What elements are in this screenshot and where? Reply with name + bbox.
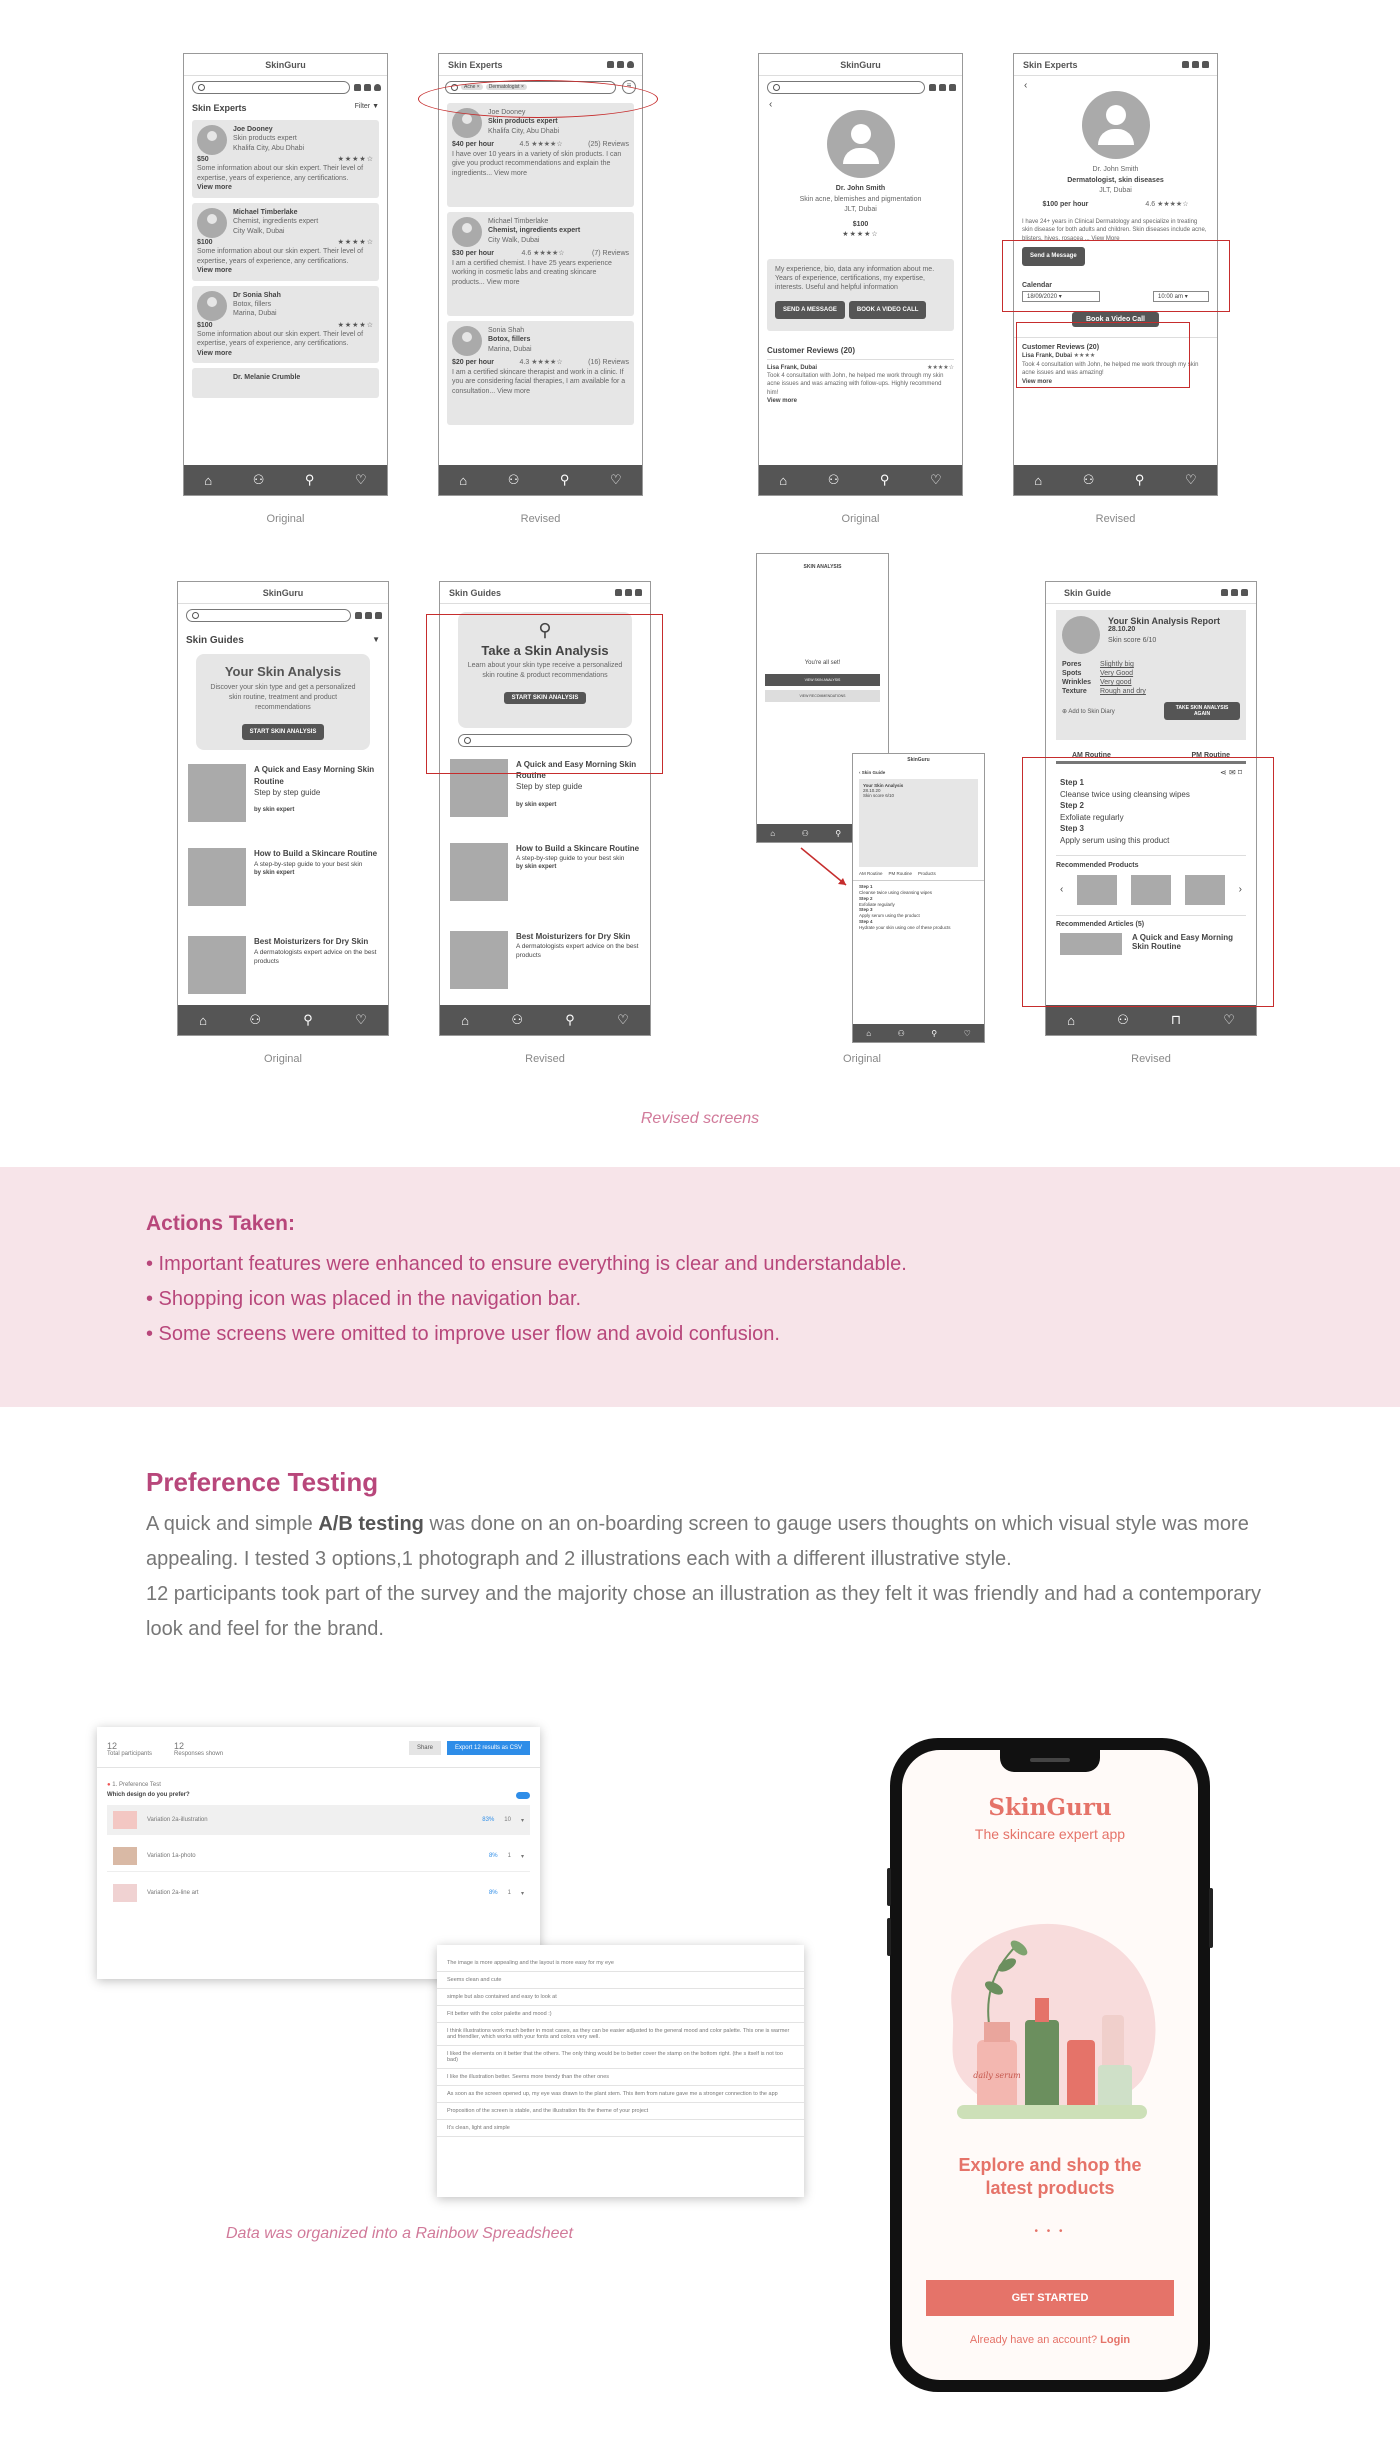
bell-icon[interactable] (607, 61, 614, 68)
guide-item[interactable]: Best Moisturizers for Dry Skin A dermatologists expert advice on the best products (188, 936, 378, 996)
caption: Original (266, 513, 305, 525)
caption: Revised (1131, 1053, 1171, 1065)
experts-icon[interactable]: ⚇ (507, 472, 520, 487)
home-icon[interactable]: ⌂ (770, 828, 776, 838)
app-title: Skin Guides (449, 587, 502, 598)
caption: Original (841, 513, 880, 525)
comment-row: The image is more appealing and the layout is more easy for my eye (437, 1955, 804, 1972)
favorites-icon[interactable]: ♡ (617, 1012, 629, 1027)
bottom-nav (439, 465, 642, 495)
expert-card[interactable]: Sonia Shah Botox, fillers Marina, Dubai $20 per hour 4.3 ★★★★☆ (16) Reviews I am a certified skincare therapist and work in a clinic. If you are considering facial therapies, I am available for a consultation... View more (447, 321, 634, 425)
screen-skin-guide-revised: Skin Guide Your Skin Analysis Report 28.10.20 Skin score 6/10 Pores Slightly big Spots Very Good Wrinkles Very good Texture Rough and dry ⊕ Add to Skin Diary TAKE SKIN ANALYSIS AGAIN AM Routine PM Routine ⋖ ✉ ⌑ Step 1 Cleanse twice using cleansing wipes Step 2 Exfoliate regularly Step 3 Apply serum using this product Recommended Products ‹ › Recommended Articles (5) A Quick and Easy Morning Skin Routine ⌂ ⚇ ⊓ ♡ (1045, 581, 1257, 1036)
screen-skin-experts-revised (438, 53, 643, 496)
skin-analysis-icon[interactable]: ⚲ (835, 828, 842, 838)
onboarding-headline: Explore and shop the latest products (958, 2155, 1142, 2198)
tab-products[interactable]: Products (918, 871, 936, 876)
record-icon: ● (107, 1782, 111, 1788)
caption: Original (264, 1053, 302, 1065)
screen-expert-profile-revised: Skin Experts ‹ Dr. John Smith Dermatologist, skin diseases JLT, Dubai $100 per hour 4.6 ★★★★☆ I have 24+ years in Clinical Dermatology and specialize in treating skin disease for both adults and children. Skin diseases include acne, blisters, hives, rosacea ... View More Send a Message Calendar 18/09/2020 ▾ 10:00 am ▾ Book a Video Call Customer Reviews (20) Lisa Frank, Dubai ★★★★ Took 4 consultation with John, he helped me work through my skin acne issues and was amazing! View more ⌂ ⚇ ⚲ ♡ (1013, 53, 1218, 496)
avatar (452, 217, 482, 247)
filter-button[interactable]: Filter ▼ (354, 103, 379, 110)
expert-card[interactable]: Dr. Melanie Crumble (192, 368, 379, 398)
bottom-nav (184, 465, 387, 495)
experts-icon[interactable]: ⚇ (252, 472, 265, 487)
send-message-button[interactable]: SEND A MESSAGE (775, 301, 845, 319)
app-header (759, 54, 962, 76)
experts-icon[interactable]: ⚇ (827, 472, 840, 487)
avatar (452, 326, 482, 356)
caption: Revised (520, 513, 561, 525)
section-title: Preference Testing (146, 1467, 379, 1497)
survey-option[interactable]: Variation 2a-line art 8% 1 ▾ (107, 1878, 530, 1908)
avatar (197, 291, 227, 321)
home-icon[interactable]: ⌂ (461, 1012, 470, 1028)
skin-analysis-icon[interactable]: ⚲ (879, 472, 890, 487)
export-csv-button[interactable]: Export 12 results as CSV (447, 1741, 530, 1755)
experts-icon[interactable]: ⚇ (897, 1028, 905, 1038)
share-icon[interactable]: ⋖ ✉ ⌑ (1220, 768, 1242, 777)
bag-icon[interactable] (939, 84, 946, 91)
app-header (178, 582, 388, 604)
bottom-nav (1014, 465, 1217, 495)
expert-card[interactable]: Dr Sonia Shah Botox, fillers Marina, Dubai $100 ★★★★☆ Some information about our skin expert. Their level of expertise, years of experience, any certifications. View more (192, 286, 379, 364)
sheet-caption: Data was organized into a Rainbow Spreadsheet (226, 2225, 573, 2242)
comment-row: simple but also contained and easy to look at (437, 1989, 804, 2006)
home-icon[interactable]: ⌂ (459, 472, 468, 488)
calendar-title: Calendar (1022, 281, 1052, 289)
app-header (1046, 582, 1256, 604)
take-analysis-again-button[interactable]: TAKE SKIN ANALYSIS AGAIN (1164, 702, 1240, 720)
option-thumbnail (113, 1884, 137, 1902)
experts-icon[interactable]: ⚇ (511, 1012, 523, 1027)
skin-analysis-icon[interactable]: ⚲ (303, 1012, 313, 1027)
flow-arrow (796, 843, 856, 893)
bell-icon[interactable] (1221, 589, 1228, 596)
view-skin-analysis-button[interactable]: VIEW SKIN ANALYSIS (765, 674, 880, 686)
bell-icon[interactable] (615, 589, 622, 596)
preference-text: A quick and simple A/B testing was done on an on-boarding screen to gauge users thoughts on which visual style was more appealing. I tested 3 options,1 photograph and 2 illustrations each with a different illustrative style. 12 participants took part of the survey and the majority chose an illustration as they felt it was friendly and had a contemporary look and feel for the brand. (146, 1513, 1262, 1640)
add-to-diary-button[interactable]: ⊕ Add to Skin Diary (1062, 708, 1115, 715)
share-button[interactable]: Share (409, 1741, 441, 1755)
start-skin-analysis-button[interactable]: START SKIN ANALYSIS (504, 692, 587, 704)
bell-icon[interactable] (355, 612, 362, 619)
bottom-nav (853, 1024, 984, 1042)
skin-analysis-icon[interactable]: ⚲ (931, 1028, 938, 1038)
app-logo: SkinGuru (988, 1794, 1112, 1821)
view-more-link[interactable]: View more (197, 349, 232, 357)
survey-results-sheet: 12 Total participants 12 Responses shown Share Export 12 results as CSV ● 1. Preference Test Which design do you prefer? Variation 2a-illustration 83% 10 ▾ Variation 1a-photo 8% 1 ▾ Variation 2a-line art 8% 1 ▾ (97, 1727, 540, 1979)
screen-expert-profile-original: SkinGuru ‹ Dr. John Smith Skin acne, blemishes and pigmentation JLT, Dubai $100 ★★★★☆ My experience, bio, data any information about me. Years of experience, certifications, my expertise, interests. Useful and helpful information SEND A MESSAGE BOOK A VIDEO CALL Customer Reviews (20) Lisa Frank, Dubai ★★★★☆ Took 4 consultation with John, he helped me work through my skin acne issues and was amazing with follow-ups. Highly recommend him! View more ⌂ ⚇ ⚲ ♡ (758, 53, 963, 496)
filter-chip[interactable]: Dermatologist × (486, 84, 527, 90)
bottle-label: daily serum (973, 2071, 1021, 2080)
guide-thumbnail (188, 848, 246, 906)
app-header (439, 54, 642, 76)
app-title: SkinGuru (262, 587, 304, 598)
home-icon[interactable]: ⌂ (779, 472, 788, 488)
screen-skin-guide-original: SkinGuru ‹ Skin Guide Your Skin Analysis 28.10.20 Skin score 6/10 AM Routine PM Routine Products Step 1 Cleanse twice using cleansing wipes Step 2 Exfoliate regularly Step 3 Apply serum using the product Step 4 Hydrate your skin using one of these products ⌂ ⚇ ⚲ ♡ (852, 753, 985, 1043)
screen-skin-guides-original (177, 581, 389, 1036)
guide-thumbnail (450, 931, 508, 989)
reviews-title: Customer Reviews (20) (767, 345, 856, 355)
avatar (827, 110, 895, 178)
view-more-link[interactable]: View more (197, 184, 232, 192)
tab-pm[interactable]: PM Routine (888, 871, 913, 876)
app-title: Skin Guide (1064, 587, 1112, 598)
comment-row: Proposition of the screen is stable, and the illustration fits the theme of your project (437, 2103, 804, 2120)
app-header (440, 582, 650, 604)
back-header[interactable]: ‹ Skin Guide (859, 770, 886, 775)
home-icon[interactable]: ⌂ (204, 472, 213, 488)
filter-icon[interactable]: ▼ (372, 635, 380, 644)
app-title: Skin Experts (448, 59, 503, 70)
caption: Original (843, 1053, 881, 1065)
section-title: Actions Taken: (146, 1212, 295, 1235)
experts-icon[interactable]: ⚇ (249, 1012, 261, 1027)
article-item[interactable]: A Quick and Easy Morning Skin Routine (1046, 933, 1256, 951)
user-icon[interactable] (627, 61, 634, 68)
experts-icon[interactable]: ⚇ (1117, 1012, 1129, 1027)
guide-thumbnail (450, 843, 508, 901)
user-icon[interactable] (374, 84, 381, 91)
get-started-button[interactable]: GET STARTED (926, 2280, 1174, 2316)
favorites-icon[interactable]: ♡ (355, 472, 367, 487)
view-more-link[interactable]: View more (1022, 378, 1052, 385)
recommended-articles-title: Recommended Articles (5) (1056, 915, 1246, 933)
send-message-button[interactable]: Send a Message (1022, 247, 1085, 265)
guide-item[interactable]: Best Moisturizers for Dry Skin A dermatologists expert advice on the best products (450, 931, 640, 991)
bell-icon[interactable] (1182, 61, 1189, 68)
avatar (1062, 616, 1100, 654)
search-input[interactable] (186, 609, 351, 622)
comment-row: As soon as the screen opened up, my eye was drawn to the plant stem. This item from nature gave me a stronger connection to the app (437, 2086, 804, 2103)
login-link[interactable]: Login (1100, 2334, 1131, 2346)
action-item: • Important features were enhanced to ensure everything is clear and understandable. (146, 1253, 907, 1275)
expert-card[interactable]: Joe Dooney Skin products expert Khalifa City, Abu Dhabi $50 ★★★★☆ Some information about our skin expert. Their level of expertise, years of experience, any certifications. View more (192, 120, 379, 198)
user-icon[interactable] (949, 84, 956, 91)
tab-am[interactable]: AM Routine (859, 871, 883, 876)
favorites-icon[interactable]: ♡ (1185, 472, 1197, 487)
notch (1000, 1750, 1100, 1772)
about-card: My experience, bio, data any information about me. Years of experience, certifications, my expertise, interests. Useful and helpful information SEND A MESSAGE BOOK A VIDEO CALL (767, 259, 954, 331)
app-header (1014, 54, 1217, 76)
skin-report-card: Your Skin Analysis Report 28.10.20 Skin score 6/10 Pores Slightly big Spots Very Good Wrinkles Very good Texture Rough and dry ⊕ Add to Skin Diary TAKE SKIN ANALYSIS AGAIN (1056, 610, 1246, 740)
review-item: Customer Reviews (20) Lisa Frank, Dubai ★★★★ Took 4 consultation with John, he helped me work through my skin acne issues and was amazing! View more (1014, 337, 1217, 391)
bag-icon[interactable] (1192, 61, 1199, 68)
expert-card[interactable]: Michael Timberlake Chemist, ingredients expert City Walk, Dubai $30 per hour 4.6 ★★★★☆ (7) Reviews I am a certified chemist. I have 25 years experience working in cosmetic labs and creating skincare products... View more (447, 212, 634, 316)
search-input[interactable] (767, 81, 925, 94)
back-icon[interactable]: ‹ (1024, 80, 1028, 91)
survey-option[interactable]: Variation 1a-photo 8% 1 ▾ (107, 1841, 530, 1872)
avatar (197, 125, 227, 155)
onboarding-screen (902, 1750, 1198, 2380)
favorites-icon[interactable]: ♡ (610, 472, 622, 487)
phone-mockup (890, 1738, 1210, 2392)
section-title: Skin Guides (186, 635, 244, 646)
date-select[interactable]: 18/09/2020 ▾ (1022, 291, 1100, 302)
favorites-icon[interactable]: ♡ (963, 1028, 971, 1038)
review-item: Lisa Frank, Dubai ★★★★☆ Took 4 consultation with John, he helped me work through my skin acne issues and was amazing with follow-ups. Highly recommend him! View more (767, 359, 954, 406)
highlight-box (1022, 757, 1274, 1007)
home-icon[interactable]: ⌂ (866, 1028, 872, 1038)
section-title: Skin Experts (192, 103, 247, 113)
app-header (184, 54, 387, 76)
guide-item[interactable]: A Quick and Easy Morning Skin Routine Step by step guide by skin expert (188, 764, 378, 834)
bag-icon[interactable] (625, 589, 632, 596)
guide-item[interactable]: How to Build a Skincare Routine A step-by-step guide to your best skin by skin expert (188, 848, 378, 936)
comment-row: Fit better with the color palette and mood :) (437, 2006, 804, 2023)
user-icon[interactable] (1202, 61, 1209, 68)
bottom-nav (178, 1005, 388, 1035)
toggle-icon[interactable] (516, 1792, 530, 1799)
avatar (1082, 91, 1150, 159)
expert-card[interactable]: Michael Timberlake Chemist, ingredients expert City Walk, Dubai $100 ★★★★☆ Some information about our skin expert. Their level of expertise, years of experience, any certifications. View more (192, 203, 379, 281)
actions-taken-section (0, 1167, 1400, 1407)
option-thumbnail (113, 1811, 137, 1829)
highlight-oval (418, 80, 658, 118)
guide-thumbnail (188, 936, 246, 994)
login-prompt: Already have an account? Login (969, 2334, 1131, 2346)
start-skin-analysis-button[interactable]: START SKIN ANALYSIS (242, 724, 325, 740)
pagination-dots[interactable]: • • • (1034, 2226, 1066, 2237)
about-text: I have 24+ years in Clinical Dermatology and specialize in treating skin disease for both adults and children. Skin diseases include acne, blisters, hives, rosacea ... View More Send a Message (1014, 210, 1217, 266)
chevron-left-icon[interactable]: ‹ (1060, 884, 1064, 896)
avatar (197, 208, 227, 238)
bag-icon[interactable] (1231, 589, 1238, 596)
guide-thumbnail (188, 764, 246, 822)
favorites-icon[interactable]: ♡ (355, 1012, 367, 1027)
book-video-call-button[interactable]: Book a Video Call (1072, 312, 1159, 327)
bottom-nav (1046, 1005, 1256, 1035)
comment-row: I think illustrations work much better in most cases, as they can be easier adjusted to the general mood and color palette. This one is warmer and friendlier, which works with your fonts and colors very well. (437, 2023, 804, 2046)
bag-icon[interactable] (365, 612, 372, 619)
bell-icon[interactable] (929, 84, 936, 91)
view-more-link[interactable]: View more (767, 398, 797, 405)
caption: Revised (525, 1053, 565, 1065)
status-text: You're all set! (804, 660, 841, 666)
bottom-nav (440, 1005, 650, 1035)
home-icon[interactable]: ⌂ (1067, 1012, 1075, 1028)
user-icon[interactable] (375, 612, 382, 619)
action-item: • Some screens were omitted to improve user flow and avoid confusion. (146, 1323, 780, 1345)
screen-title: SKIN ANALYSIS (803, 564, 842, 570)
view-recommendations-button[interactable]: VIEW RECOMMENDATIONS (765, 690, 880, 702)
skin-report-card: Your Skin Analysis 28.10.20 Skin score 6/10 (859, 779, 978, 867)
comment-row: I liked the elements on it better that the others. The only thing would be to better cover the stamp on the bottom right. (the s itself is not too bad) (437, 2046, 804, 2069)
expert-card[interactable]: Joe Dooney Skin products expert Khalifa City, Abu Dhabi $40 per hour 4.5 ★★★★☆ (25) Reviews I have over 10 years in a variety of skin products. I can give you product recommendations and explain the ingredients... View more (447, 103, 634, 207)
bag-icon[interactable] (364, 84, 371, 91)
back-icon[interactable]: ‹ (769, 99, 773, 110)
action-item: • Shopping icon was placed in the navigation bar. (146, 1288, 582, 1310)
filter-icon[interactable]: ≡ (622, 80, 636, 94)
app-title: SkinGuru (265, 59, 306, 70)
view-more-link[interactable]: View more (197, 267, 232, 275)
filter-chip[interactable]: Acne × (461, 84, 483, 90)
bell-icon[interactable] (354, 84, 361, 91)
screen-skin-experts-original (183, 53, 388, 496)
comment-row: Seems clean and cute (437, 1972, 804, 1989)
book-video-call-button[interactable]: BOOK A VIDEO CALL (849, 301, 927, 319)
favorites-icon[interactable]: ♡ (930, 472, 942, 487)
bag-icon[interactable]: ⊓ (1170, 1012, 1182, 1027)
skin-analysis-icon[interactable]: ⚲ (304, 472, 315, 487)
highlight-box (1002, 240, 1230, 312)
home-icon[interactable]: ⌂ (1034, 472, 1043, 488)
favorites-icon[interactable]: ♡ (1223, 1012, 1235, 1027)
app-title: Skin Experts (1023, 59, 1078, 70)
skin-analysis-hero: Your Skin Analysis Discover your skin type and get a personalized skin routine, treatment and product recommendations START SKIN ANALYSIS (196, 654, 370, 750)
skin-analysis-icon[interactable]: ⚲ (559, 472, 570, 487)
comment-row: It's clean, light and simple (437, 2120, 804, 2137)
skin-analysis-icon[interactable]: ⚲ (1134, 472, 1145, 487)
experts-icon[interactable]: ⚇ (1082, 472, 1095, 487)
highlight-box (1016, 322, 1190, 388)
bottom-nav (759, 465, 962, 495)
time-select[interactable]: 10:00 am ▾ (1153, 291, 1209, 302)
skin-analysis-icon: ⚲ (538, 620, 552, 640)
recommended-products-title: Recommended Products (1056, 855, 1246, 875)
tab-am-routine[interactable]: AM Routine (1072, 752, 1111, 759)
bag-icon[interactable] (617, 61, 624, 68)
chevron-right-icon[interactable]: › (1238, 884, 1242, 896)
tab-pm-routine[interactable]: PM Routine (1191, 752, 1230, 759)
skincare-illustration (922, 1890, 1178, 2130)
survey-option[interactable]: Variation 2a-illustration 83% 10 ▾ (107, 1805, 530, 1835)
option-thumbnail (113, 1847, 137, 1865)
experts-icon[interactable]: ⚇ (801, 828, 809, 838)
guide-item[interactable]: A Quick and Easy Morning Skin Routine Step by step guide by skin expert (450, 759, 640, 829)
skin-analysis-hero: ⚲ Take a Skin Analysis Learn about your skin type receive a personalized skin routine & product recommendations START SKIN ANALYSIS (458, 612, 632, 728)
user-icon[interactable] (1241, 589, 1248, 596)
user-icon[interactable] (635, 589, 642, 596)
app-tagline: The skincare expert app (974, 1826, 1126, 1842)
section-caption: Revised screens (640, 1110, 760, 1127)
app-title: SkinGuru (907, 757, 930, 763)
app-title: SkinGuru (840, 59, 881, 70)
highlight-box (426, 614, 663, 774)
guide-item[interactable]: How to Build a Skincare Routine A step-by-step guide to your best skin by skin expert (450, 843, 640, 931)
skin-analysis-icon[interactable]: ⚲ (565, 1012, 575, 1027)
home-icon[interactable]: ⌂ (199, 1012, 208, 1028)
caption: Revised (1095, 513, 1136, 525)
comment-row: I like the illustration better. Seems more trendy than the other ones (437, 2069, 804, 2086)
search-input[interactable] (192, 81, 350, 94)
comments-sheet (437, 1945, 804, 2197)
